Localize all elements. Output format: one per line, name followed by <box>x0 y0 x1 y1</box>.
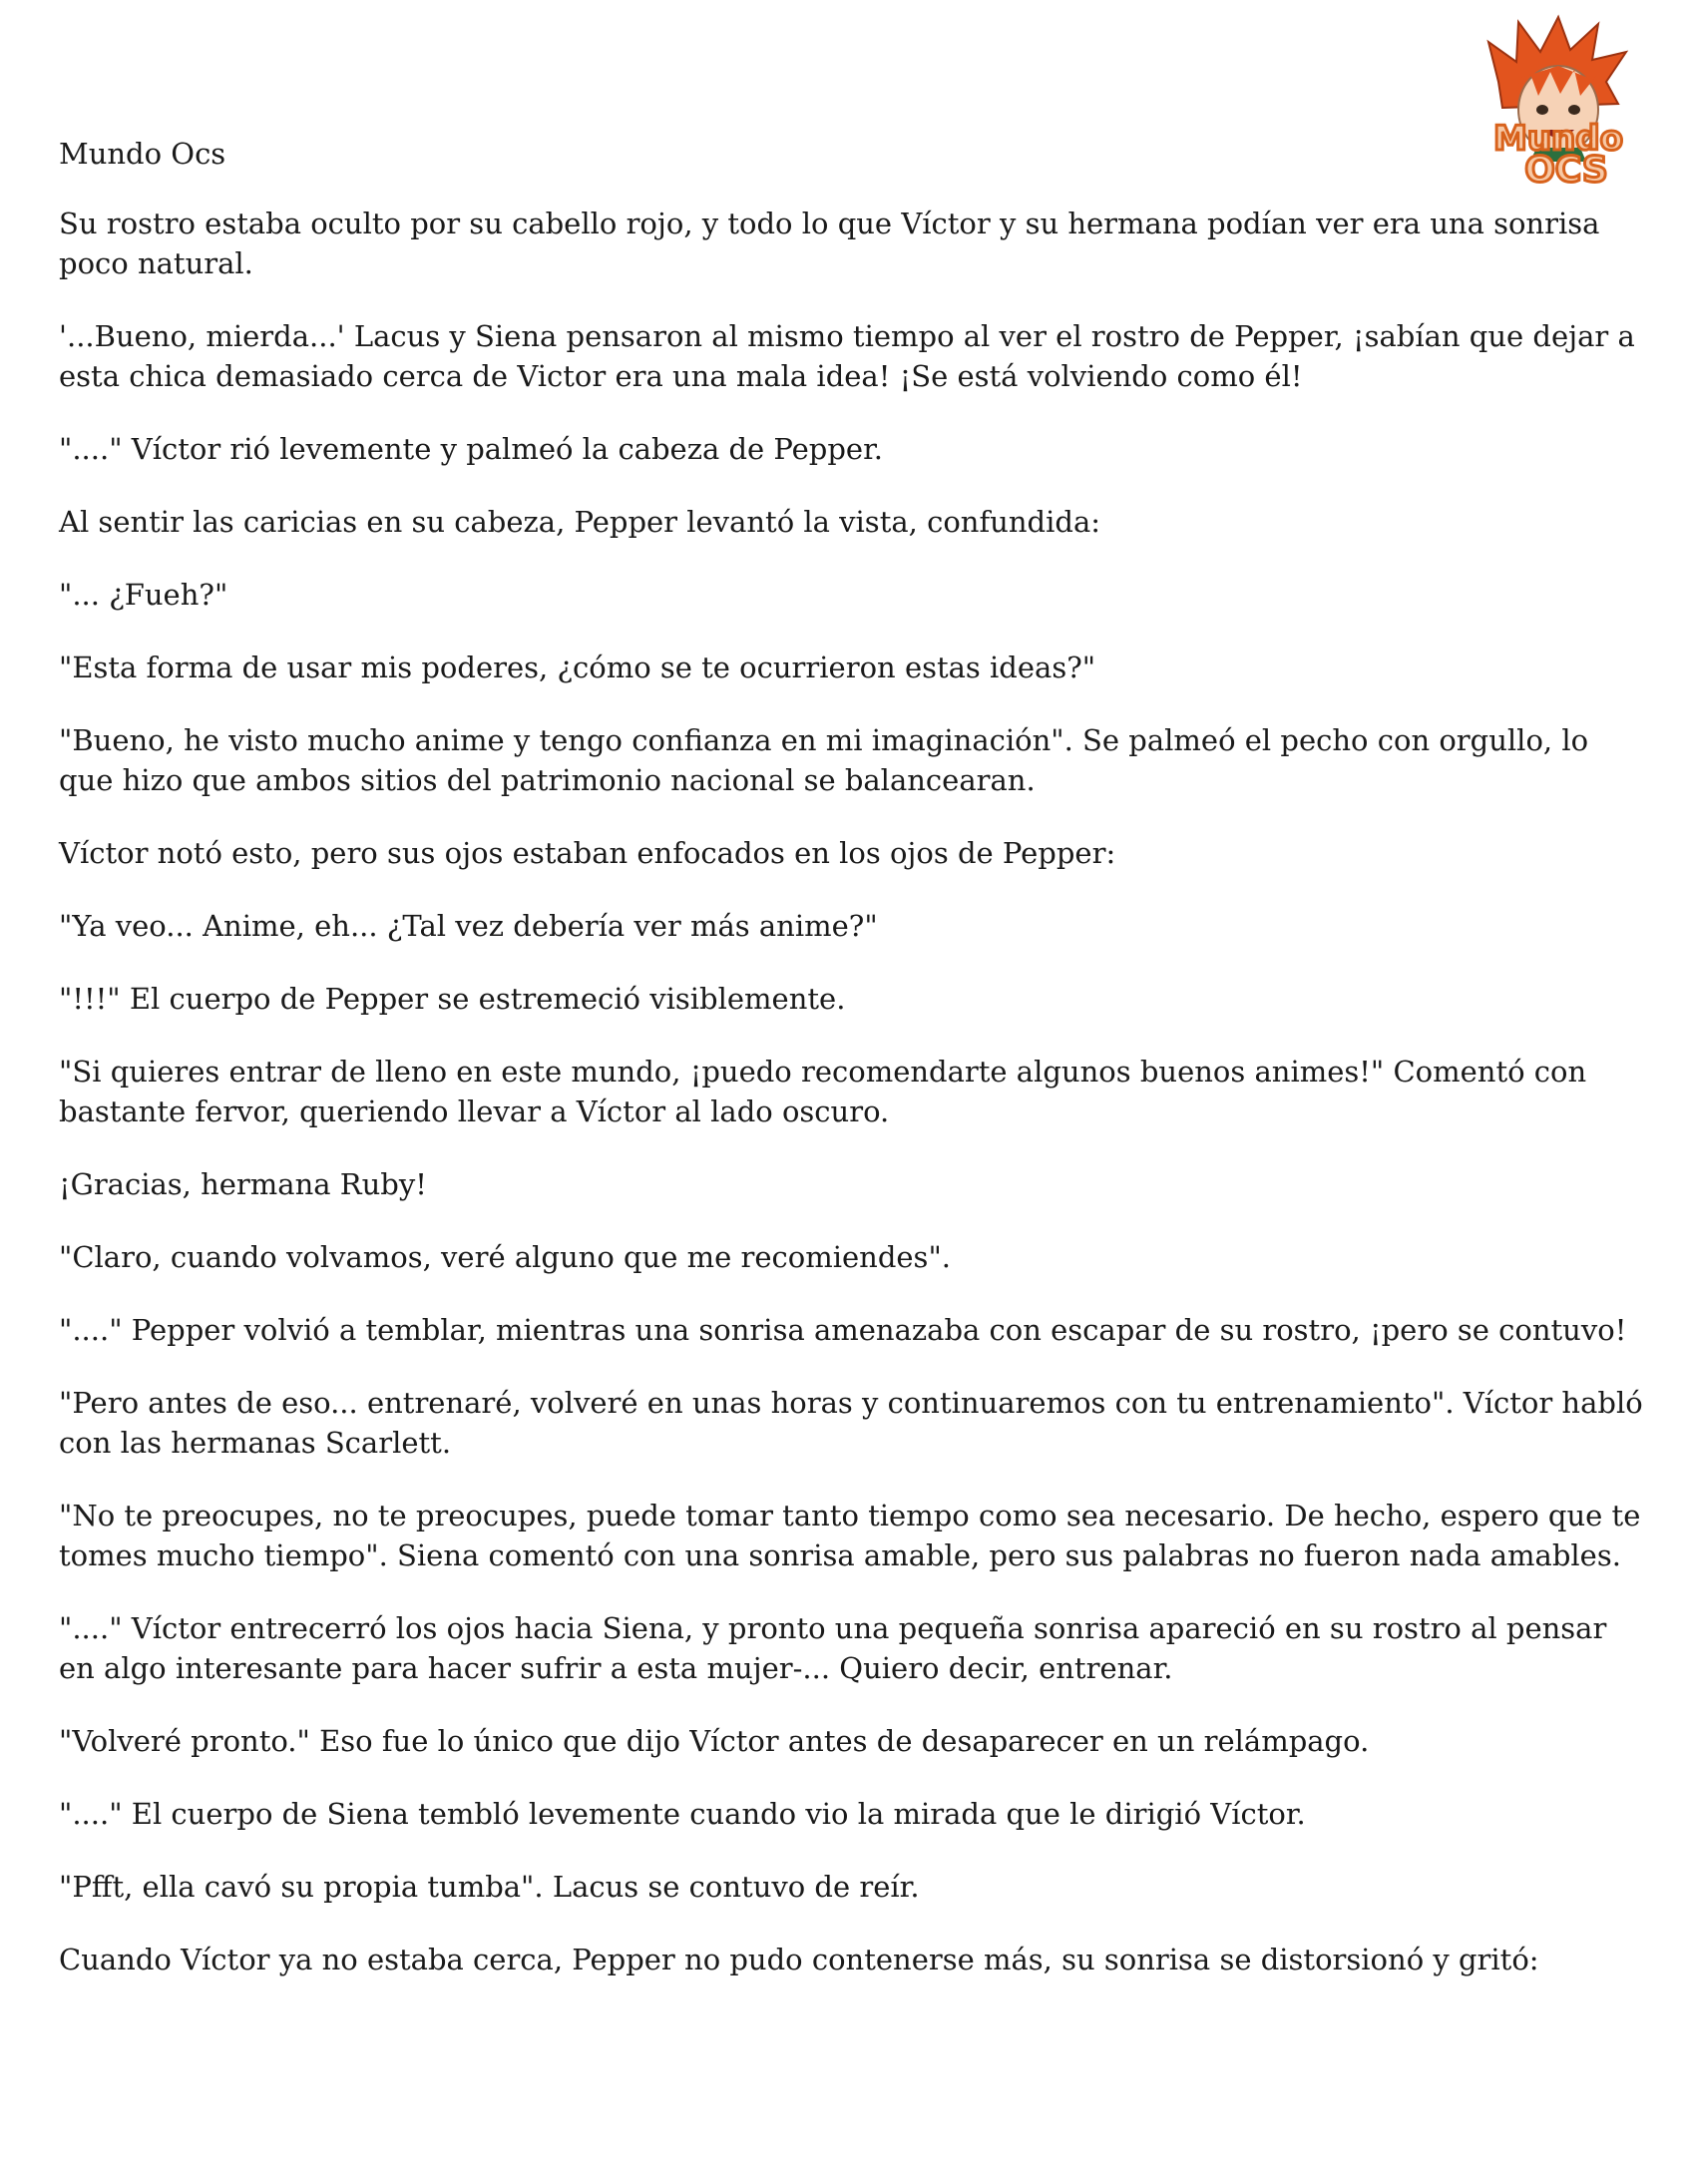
paragraph: '...Bueno, mierda...' Lacus y Siena pensaron al mismo tiempo al ver el rostro de Pepper, ¡sabían que dejar a esta chica demasiado cerca de Victor era una mala idea! ¡Se está volviendo como él! <box>59 319 1635 393</box>
paragraph: "No te preocupes, no te preocupes, puede tomar tanto tiempo como sea necesario. De hecho, espero que te tomes mucho tiempo". Siena comentó con una sonrisa amable, pero sus palabras no fueron nada amables. <box>59 1499 1641 1572</box>
logo-text-line2: OCS <box>1524 150 1608 190</box>
paragraph: "... ¿Fueh?" <box>59 578 228 612</box>
paragraph: "...." Víctor entrecerró los ojos hacia Siena, y pronto una pequeña sonrisa apareció en su rostro al pensar en algo interesante para hacer sufrir a esta mujer-... Quiero decir, entrenar. <box>59 1611 1607 1685</box>
paragraph: Cuando Víctor ya no estaba cerca, Pepper no pudo contenerse más, su sonrisa se distorsionó y gritó: <box>59 1943 1539 1976</box>
paragraph: "Pero antes de eso... entrenaré, volveré en unas horas y continuaremos con tu entrenamiento". Víctor habló con las hermanas Scarlett. <box>59 1386 1643 1460</box>
paragraph: "!!!" El cuerpo de Pepper se estremeció visiblemente. <box>59 982 846 1016</box>
paragraph: "Ya veo... Anime, eh... ¿Tal vez debería ver más anime?" <box>59 909 878 943</box>
paragraph: ¡Gracias, hermana Ruby! <box>59 1167 427 1201</box>
paragraph: "Esta forma de usar mis poderes, ¿cómo se te ocurrieron estas ideas?" <box>59 651 1096 684</box>
paragraph: "Si quieres entrar de lleno en este mundo, ¡puedo recomendarte algunos buenos animes!" Comentó con bastante fervor, queriendo llevar a Víctor al lado oscuro. <box>59 1055 1587 1128</box>
paragraph: "Bueno, he visto mucho anime y tengo confianza en mi imaginación". Se palmeó el pecho con orgullo, lo que hizo que ambos sitios del patrimonio nacional se balancearan. <box>59 723 1589 797</box>
paragraph: "Volveré pronto." Eso fue lo único que dijo Víctor antes de desaparecer en un relámpago. <box>59 1724 1370 1758</box>
logo-text-line1: Mundo <box>1493 119 1623 159</box>
paragraph: "Claro, cuando volvamos, veré alguno que me recomiendes". <box>59 1240 952 1274</box>
paragraph: Su rostro estaba oculto por su cabello rojo, y todo lo que Víctor y su hermana podían ver era una sonrisa poco natural. <box>59 207 1600 280</box>
paragraph: Al sentir las caricias en su cabeza, Pepper levantó la vista, confundida: <box>59 505 1100 539</box>
paragraph: "...." El cuerpo de Siena tembló levemente cuando vio la mirada que le dirigió Víctor. <box>59 1797 1306 1831</box>
mundo-ocs-logo-icon <box>1459 12 1658 190</box>
paragraph: Víctor notó esto, pero sus ojos estaban enfocados en los ojos de Pepper: <box>59 836 1116 870</box>
paragraph: "Pfft, ella cavó su propia tumba". Lacus se contuvo de reír. <box>59 1870 920 1904</box>
body-text <box>59 204 1645 2012</box>
paragraph: "...." Víctor rió levemente y palmeó la cabeza de Pepper. <box>59 432 883 466</box>
paragraph: "...." Pepper volvió a temblar, mientras una sonrisa amenazaba con escapar de su rostro, ¡pero se contuvo! <box>59 1313 1627 1347</box>
header-title: Mundo Ocs <box>59 137 226 171</box>
